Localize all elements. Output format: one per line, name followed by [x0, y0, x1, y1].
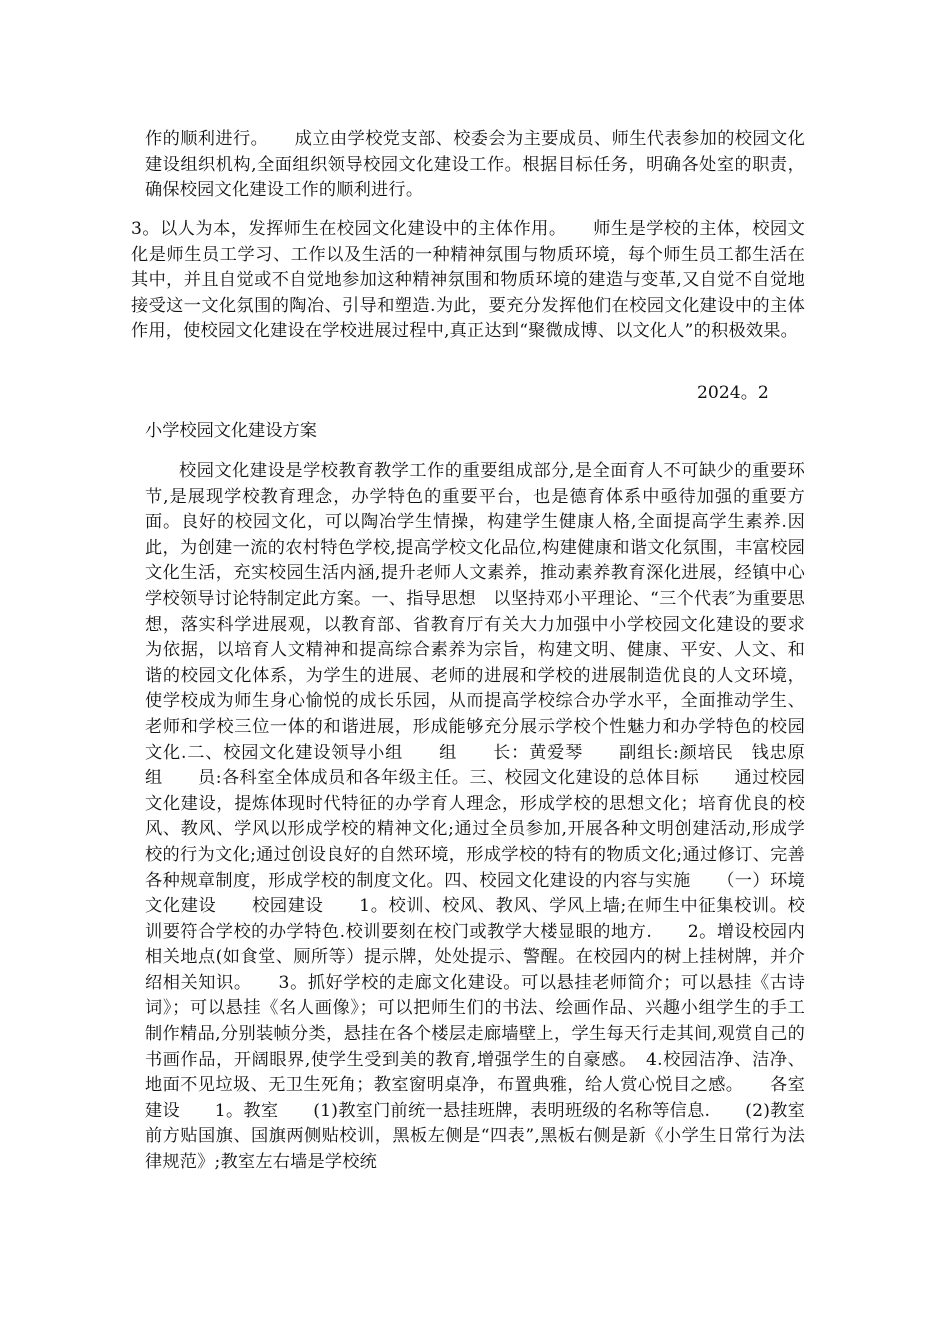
paragraph-campus-culture-plan: 校园文化建设是学校教育教学工作的重要组成部分,是全面育人不可缺少的重要环节,是展现学校教育理念，办学特色的重要平台，也是德育体系中亟待加强的重要方面。良好的校园文化，可以陶冶学生情操，构建学生健康人格,全面提高学生素养.因此，为创建一流的农村特色学校,提高学校文化品位,构建健康和谐文化氛围，丰富校园文化生活，充实校园生活内涵,提升老师人文素养，推动素养教育深化进展，经镇中心学校领导讨论特制定此方案。一、指导思想 以坚持邓小平理论、“三个代表″为重要思想，落实科学进展观，以教育部、省教育厅有关大力加强中小学校园文化建设的要求为依据，以培育人文精神和提高综合素养为宗旨，构建文明、健康、平安、人文、和谐的校园文化体系，为学生的进展、老师的进展和学校的进展制造优良的人文环境，使学校成为师生身心愉悦的成长乐园，从而提高学校综合办学水平，全面推动学生、老师和学校三位一体的和谐进展，形成能够充分展示学校个性魅力和办学特色的校园文化.二、校园文化建设领导小组 组 长：黄爱琴 副组长:颜培民 钱忠原 组 员:各科室全体成员和各年级主任。三、校园文化建设的总体目标 通过校园文化建设，提炼体现时代特征的办学育人理念，形成学校的思想文化；培育优良的校风、教风、学风以形成学校的精神文化;通过全员参加,开展各种文明创建活动,形成学校的行为文化;通过创设良好的自然环境，形成学校的特有的物质文化;通过修订、完善各种规章制度，形成学校的制度文化。四、校园文化建设的内容与实施 （一）环境文化建设 校园建设 1。校训、校风、教风、学风上墙;在师生中征集校训。校训要符合学校的办学特色.校训要刻在校门或教学大楼显眼的地方. 2。增设校园内相关地点(如食堂、厕所等）提示牌，处处提示、警醒。在校园内的树上挂树牌，并介绍相关知识。 3。抓好学校的走廊文化建设。可以悬挂老师简介；可以悬挂《古诗词》；可以悬挂《名人画像》；可以把师生们的书法、绘画作品、兴趣小组学生的手工制作精品,分别装帧分类，悬挂在各个楼层走廊墙壁上，学生每天行走其间,观赏自己的书画作品，开阔眼界,使学生受到美的教育,增强学生的自豪感。 4.校园洁净、洁净、地面不见垃圾、无卫生死角；教室窗明桌净，布置典雅，给人赏心悦目之感。 各室建设 1。教室 (1)教室门前统一悬挂班牌，表明班级的名称等信息. (2)教室前方贴国旗、国旗两侧贴校训，黑板左侧是“四表”,黑板右侧是新《小学生日常行为法律规范》;教室左右墙是学校统	[145, 461, 840, 1173]
document-title: 小学校园文化建设方案	[145, 421, 317, 441]
paragraph-organization: 作的顺利进行。 成立由学校党支部、校委会为主要成员、师生代表参加的校园文化建设组织机构,全面组织领导校园文化建设工作。根据目标任务，明确各处室的职责，确保校园文化建设工作的顺利进行。	[145, 129, 805, 201]
document-date: 2024。2	[697, 383, 769, 403]
paragraph-people-oriented: 3。以人为本，发挥师生在校园文化建设中的主体作用。 师生是学校的主体，校园文化是师生员工学习、工作以及生活的一种精神氛围与物质环境，每个师生员工都生活在其中，并且自觉或不自觉地参加这种精神氛围和物质环境的建造与变革,又自觉不自觉地接受这一文化氛围的陶冶、引导和塑造.为此，要充分发挥他们在校园文化建设中的主体作用，使校园文化建设在学校进展过程中,真正达到“聚微成博、以文化人”的积极效果。	[131, 219, 805, 342]
